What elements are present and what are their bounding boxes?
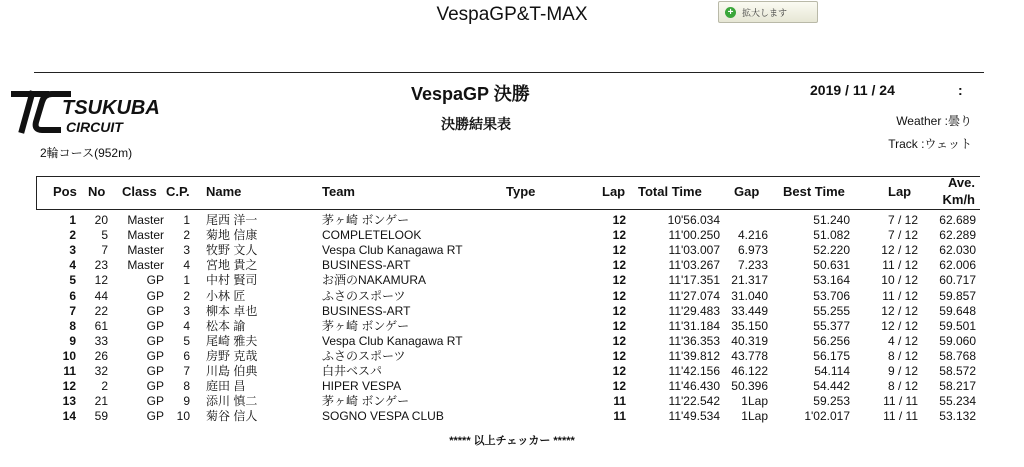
cell-best-lap: 8 / 12 <box>887 348 918 363</box>
cell-best-time: 51.240 <box>813 213 850 227</box>
cell-best-time: 54.442 <box>813 379 850 394</box>
cell-cp: 3 <box>183 303 190 318</box>
cell-best-time: 55.255 <box>813 303 850 318</box>
cell-no: 2 <box>101 379 108 394</box>
cell-no: 20 <box>94 213 108 227</box>
cell-ave: 62.689 <box>939 213 976 227</box>
cell-name: 小林 匠 <box>206 288 246 303</box>
cell-best-lap: 11 / 12 <box>882 288 918 303</box>
cell-total-time: 11'49.534 <box>668 409 720 424</box>
cell-best-lap: 9 / 12 <box>887 364 918 378</box>
cell-pos: 13 <box>62 394 76 409</box>
cell-pos: 5 <box>69 273 76 288</box>
cell-no: 26 <box>94 348 108 363</box>
table-row <box>0 304 1024 318</box>
cell-cp: 3 <box>183 243 190 258</box>
cell-gap: 6.973 <box>737 243 768 258</box>
cell-total-time: 11'29.483 <box>668 303 720 318</box>
cell-lap: 12 <box>612 364 626 378</box>
cell-pos: 3 <box>69 243 76 258</box>
cell-total-time: 11'03.007 <box>668 243 720 258</box>
table-row <box>0 349 1024 363</box>
svg-text:CIRCUIT: CIRCUIT <box>66 119 123 134</box>
cell-total-time: 11'31.184 <box>668 318 720 333</box>
sub-title: 決勝結果表 <box>441 116 511 132</box>
cell-lap: 12 <box>612 333 626 348</box>
cell-team: BUSINESS-ART <box>322 303 411 318</box>
cell-ave: 62.030 <box>939 243 976 258</box>
cell-name: 尾崎 雅夫 <box>206 333 258 348</box>
cell-team: Vespa Club Kanagawa RT <box>322 333 463 348</box>
col-type: Type <box>506 184 536 199</box>
course-label: 2輪コース(952m) <box>40 146 133 160</box>
cell-gap: 1Lap <box>741 394 768 409</box>
cell-no: 5 <box>101 228 108 243</box>
cell-best-lap: 12 / 12 <box>881 303 918 318</box>
cell-pos: 12 <box>62 379 76 394</box>
cell-lap: 12 <box>612 258 626 273</box>
cell-best-time: 1'02.017 <box>804 409 850 424</box>
cell-ave: 60.717 <box>939 273 976 288</box>
cell-total-time: 10'56.034 <box>667 213 720 227</box>
cell-gap: 1Lap <box>741 409 768 424</box>
svg-text:TSUKUBA: TSUKUBA <box>62 97 160 119</box>
table-row <box>0 319 1024 333</box>
cell-no: 22 <box>94 303 108 318</box>
cell-lap: 12 <box>612 213 626 227</box>
cell-class: GP <box>146 409 164 424</box>
cell-total-time: 11'46.430 <box>668 379 720 394</box>
cell-name: 宮地 貴之 <box>206 258 258 273</box>
cell-cp: 8 <box>183 379 190 394</box>
cell-lap: 11 <box>613 409 626 424</box>
cell-team: COMPLETELOOK <box>322 228 422 243</box>
cell-name: 松本 諭 <box>206 318 246 333</box>
cell-pos: 7 <box>69 303 76 318</box>
cell-cp: 5 <box>183 333 190 348</box>
tsukuba-circuit-logo <box>6 88 216 134</box>
cell-gap: 31.040 <box>731 288 768 303</box>
cell-lap: 12 <box>612 379 626 394</box>
cell-pos: 11 <box>63 364 76 378</box>
cell-gap: 43.778 <box>731 348 768 363</box>
cell-best-time: 51.082 <box>813 228 850 243</box>
cell-no: 7 <box>101 243 108 258</box>
cell-total-time: 11'03.267 <box>668 258 720 273</box>
cell-best-lap: 7 / 12 <box>887 228 918 243</box>
cell-ave: 59.857 <box>939 288 976 303</box>
cell-class: GP <box>146 318 164 333</box>
cell-no: 61 <box>94 318 108 333</box>
cell-class: GP <box>146 288 164 303</box>
cell-name: 菊地 信康 <box>206 228 258 243</box>
col-class: Class <box>122 184 157 199</box>
cell-pos: 14 <box>62 409 76 424</box>
checkered-footer: ***** 以上チェッカー ***** <box>449 435 575 447</box>
col-no: No <box>88 184 106 199</box>
table-row <box>0 243 1024 257</box>
cell-lap: 12 <box>612 288 626 303</box>
cell-best-time: 55.377 <box>813 318 850 333</box>
col-gap: Gap <box>734 184 760 199</box>
cell-class: GP <box>146 364 164 378</box>
cell-gap: 33.449 <box>731 303 768 318</box>
col-cp: C.P. <box>166 184 190 199</box>
cell-total-time: 11'42.156 <box>668 364 720 378</box>
cell-best-time: 53.706 <box>813 288 850 303</box>
cell-team: 白井ベスパ <box>322 364 383 378</box>
cell-team: HIPER VESPA <box>322 379 402 394</box>
table-row <box>0 394 1024 408</box>
col-total-time: Total Time <box>638 184 702 199</box>
cell-cp: 1 <box>183 273 190 288</box>
cell-lap: 12 <box>612 303 626 318</box>
cell-ave: 59.648 <box>939 303 976 318</box>
cell-name: 菊谷 信人 <box>206 409 258 424</box>
cell-ave: 58.217 <box>939 379 976 394</box>
cell-pos: 9 <box>69 333 76 348</box>
cell-pos: 6 <box>69 288 76 303</box>
cell-cp: 9 <box>183 394 190 409</box>
cell-class: Master <box>127 258 164 273</box>
cell-no: 12 <box>94 273 108 288</box>
cell-team: 茅ヶ崎 ボンゲー <box>322 318 410 333</box>
cell-pos: 1 <box>69 213 76 227</box>
cell-no: 33 <box>94 333 108 348</box>
table-row <box>0 289 1024 303</box>
cell-name: 牧野 文人 <box>206 243 258 258</box>
cell-total-time: 11'39.812 <box>668 348 720 363</box>
cell-best-lap: 11 / 11 <box>883 394 918 409</box>
table-row <box>0 334 1024 348</box>
table-row <box>0 379 1024 393</box>
col-ave-line1: Ave. <box>948 175 975 190</box>
col-pos: Pos <box>53 184 77 199</box>
cell-team: SOGNO VESPA CLUB <box>322 409 444 424</box>
cell-no: 32 <box>94 364 108 378</box>
cell-lap: 11 <box>613 394 626 409</box>
cell-class: GP <box>146 273 164 288</box>
cell-ave: 59.060 <box>939 333 976 348</box>
cell-best-time: 56.256 <box>813 333 850 348</box>
cell-no: 21 <box>94 394 108 409</box>
col-lap: Lap <box>602 184 626 199</box>
cell-total-time: 11'22.542 <box>668 394 720 409</box>
cell-no: 23 <box>94 258 108 273</box>
cell-best-time: 54.114 <box>814 364 850 378</box>
cell-class: Master <box>127 228 164 243</box>
cell-name: 川島 伯典 <box>206 364 258 378</box>
cell-total-time: 11'27.074 <box>668 288 720 303</box>
cell-pos: 2 <box>69 228 76 243</box>
cell-total-time: 11'36.353 <box>668 333 720 348</box>
cell-gap: 35.150 <box>731 318 768 333</box>
col-best-lap: Lap <box>888 184 912 199</box>
cell-team: 茅ヶ崎 ボンゲー <box>322 213 410 227</box>
cell-class: Master <box>127 243 164 258</box>
plus-icon: + <box>725 7 736 18</box>
date-colon: : <box>958 82 963 98</box>
cell-class: GP <box>146 394 164 409</box>
cell-class: Master <box>127 213 164 227</box>
cell-best-time: 52.220 <box>813 243 850 258</box>
race-date: 2019 / 11 / 24 <box>810 82 895 98</box>
cell-team: 茅ヶ崎 ボンゲー <box>322 394 410 409</box>
track-label: Track :ウェット <box>888 137 972 151</box>
cell-best-lap: 11 / 11 <box>883 409 918 424</box>
cell-best-time: 50.631 <box>813 258 850 273</box>
cell-cp: 1 <box>183 213 190 227</box>
cell-ave: 58.572 <box>939 364 976 378</box>
col-ave <box>935 174 975 208</box>
cell-best-time: 59.253 <box>813 394 850 409</box>
cell-no: 44 <box>94 288 108 303</box>
cell-best-lap: 4 / 12 <box>887 333 918 348</box>
cell-ave: 62.006 <box>939 258 976 273</box>
race-title: VespaGP 決勝 <box>411 84 530 104</box>
table-row <box>0 258 1024 272</box>
cell-cp: 7 <box>183 364 190 378</box>
cell-team: Vespa Club Kanagawa RT <box>322 243 463 258</box>
cell-best-time: 56.175 <box>813 348 850 363</box>
cell-gap: 21.317 <box>731 273 768 288</box>
cell-cp: 4 <box>183 258 190 273</box>
cell-lap: 12 <box>612 348 626 363</box>
cell-ave: 53.132 <box>939 409 976 424</box>
weather-label: Weather :曇り <box>896 114 972 128</box>
cell-class: GP <box>146 379 164 394</box>
zoom-button[interactable] <box>718 1 818 23</box>
cell-best-lap: 8 / 12 <box>887 379 918 394</box>
cell-class: GP <box>146 303 164 318</box>
cell-best-lap: 12 / 12 <box>881 243 918 258</box>
cell-pos: 4 <box>69 258 76 273</box>
cell-name: 柳本 卓也 <box>206 303 258 318</box>
cell-ave: 58.768 <box>939 348 976 363</box>
cell-lap: 12 <box>612 243 626 258</box>
table-row <box>0 213 1024 227</box>
cell-best-lap: 12 / 12 <box>881 318 918 333</box>
zoom-button-label: 拡大します <box>742 7 788 18</box>
cell-no: 59 <box>94 409 108 424</box>
col-team: Team <box>322 184 355 199</box>
cell-name: 庭田 昌 <box>206 379 246 394</box>
cell-gap: 4.216 <box>737 228 768 243</box>
cell-pos: 8 <box>69 318 76 333</box>
cell-best-lap: 10 / 12 <box>881 273 918 288</box>
cell-class: GP <box>146 333 164 348</box>
cell-gap: 50.396 <box>731 379 768 394</box>
cell-total-time: 11'00.250 <box>668 228 720 243</box>
cell-lap: 12 <box>612 318 626 333</box>
cell-name: 尾西 洋一 <box>206 213 258 227</box>
table-row <box>0 273 1024 287</box>
cell-class: GP <box>146 348 164 363</box>
table-row <box>0 228 1024 242</box>
col-name: Name <box>206 184 242 199</box>
cell-cp: 10 <box>176 409 190 424</box>
cell-name: 中村 賢司 <box>206 273 258 288</box>
cell-total-time: 11'17.351 <box>668 273 720 288</box>
cell-ave: 59.501 <box>939 318 976 333</box>
cell-best-time: 53.164 <box>813 273 850 288</box>
cell-name: 添川 慎二 <box>206 394 258 409</box>
cell-best-lap: 11 / 12 <box>882 258 918 273</box>
cell-best-lap: 7 / 12 <box>887 213 918 227</box>
cell-team: ふさのスポーツ <box>322 288 406 303</box>
cell-team: BUSINESS-ART <box>322 258 411 273</box>
cell-pos: 10 <box>62 348 76 363</box>
cell-ave: 55.234 <box>939 394 976 409</box>
col-ave-line2: Km/h <box>942 192 975 207</box>
table-row <box>0 364 1024 378</box>
table-row <box>0 409 1024 423</box>
cell-team: お酒のNAKAMURA <box>322 273 427 288</box>
cell-gap: 40.319 <box>731 333 768 348</box>
cell-team: ふさのスポーツ <box>322 348 406 363</box>
cell-gap: 46.122 <box>731 364 768 378</box>
col-best-time: Best Time <box>783 184 845 199</box>
cell-lap: 12 <box>612 228 626 243</box>
cell-cp: 2 <box>183 288 190 303</box>
page-title: VespaGP&T-MAX <box>436 4 588 25</box>
cell-ave: 62.289 <box>939 228 976 243</box>
cell-cp: 2 <box>183 228 190 243</box>
cell-cp: 4 <box>183 318 190 333</box>
cell-gap: 7.233 <box>737 258 768 273</box>
cell-name: 房野 克哉 <box>206 348 258 363</box>
cell-lap: 12 <box>612 273 626 288</box>
cell-cp: 6 <box>183 348 190 363</box>
